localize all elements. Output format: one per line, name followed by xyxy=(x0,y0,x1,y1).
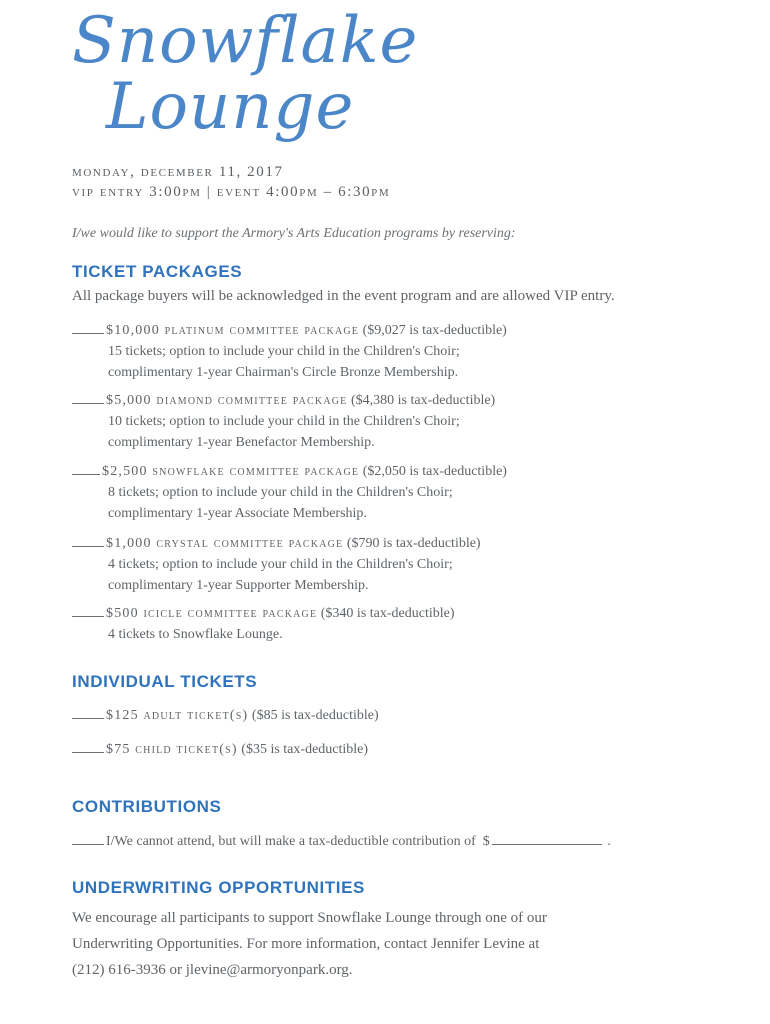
title-line-1: Snowflake xyxy=(72,4,419,78)
package-snowflake-desc-1: 8 tickets; option to include your child in the Children's Choir; xyxy=(108,485,453,500)
event-info xyxy=(72,162,390,202)
package-snowflake-desc-2: complimentary 1-year Associate Membership. xyxy=(108,506,367,521)
package-icicle-blank[interactable] xyxy=(72,615,104,617)
package-diamond-desc-2: complimentary 1-year Benefactor Membership. xyxy=(108,435,375,450)
contribution-text: I/We cannot attend, but will make a tax-deductible contribution of xyxy=(106,834,476,849)
package-crystal-tax: ($790 is tax-deductible) xyxy=(346,536,481,551)
package-icicle-tax: ($340 is tax-deductible) xyxy=(320,606,455,621)
contribution-end: . xyxy=(607,834,611,849)
package-diamond-name: $5,000 diamond committee package xyxy=(106,393,348,408)
package-diamond-tax: ($4,380 is tax-deductible) xyxy=(350,393,496,408)
event-date: monday, december 11, 2017 xyxy=(72,164,284,180)
package-crystal-blank[interactable] xyxy=(72,545,104,547)
ticket-child-blank[interactable] xyxy=(72,751,104,753)
contribution-line xyxy=(72,834,611,850)
package-snowflake-name: $2,500 snowflake committee package xyxy=(102,464,360,479)
contribution-currency: $ xyxy=(482,834,490,849)
ticket-packages-heading: TICKET PACKAGES xyxy=(72,262,243,281)
underwriting-heading: UNDERWRITING OPPORTUNITIES xyxy=(72,878,365,897)
package-platinum-tax: ($9,027 is tax-deductible) xyxy=(362,323,507,338)
ticket-packages-note: All package buyers will be acknowledged in the event program and are allowed VIP entry. xyxy=(72,288,615,304)
ticket-adult-tax: ($85 is tax-deductible) xyxy=(251,708,379,723)
package-snowflake-blank[interactable] xyxy=(72,473,100,475)
package-icicle-name: $500 icicle committee package xyxy=(106,606,318,621)
ticket-adult-name: $125 adult ticket(s) xyxy=(106,708,249,723)
package-snowflake-tax: ($2,050 is tax-deductible) xyxy=(362,464,507,479)
underwriting-line-3: (212) 616-3936 or jlevine@armoryonpark.org. xyxy=(72,962,353,978)
package-platinum-blank[interactable] xyxy=(72,332,104,334)
underwriting-line-1: We encourage all participants to support Snowflake Lounge through one of our xyxy=(72,910,547,926)
ticket-adult-blank[interactable] xyxy=(72,717,104,719)
package-diamond-desc-1: 10 tickets; option to include your child in the Children's Choir; xyxy=(108,414,460,429)
package-icicle xyxy=(72,603,455,645)
package-platinum-desc-2: complimentary 1-year Chairman's Circle Bronze Membership. xyxy=(108,365,459,380)
package-crystal-desc-2: complimentary 1-year Supporter Membership. xyxy=(108,578,369,593)
package-platinum-desc-1: 15 tickets; option to include your child in the Children's Choir; xyxy=(108,344,460,359)
package-diamond-blank[interactable] xyxy=(72,402,104,404)
package-diamond xyxy=(72,390,495,453)
package-platinum xyxy=(72,320,507,383)
event-title xyxy=(72,4,432,144)
underwriting-line-2: Underwriting Opportunities. For more information, contact Jennifer Levine at xyxy=(72,936,540,952)
package-crystal xyxy=(72,533,481,596)
title-line-2: Lounge xyxy=(106,70,355,144)
contribution-amount-blank[interactable] xyxy=(492,843,602,845)
package-crystal-desc-1: 4 tickets; option to include your child in the Children's Choir; xyxy=(108,557,453,572)
ticket-child-tax: ($35 is tax-deductible) xyxy=(241,742,369,757)
ticket-adult xyxy=(72,708,379,724)
event-times: vip entry 3:00pm | event 4:00pm – 6:30pm xyxy=(72,184,391,200)
package-crystal-name: $1,000 crystal committee package xyxy=(106,536,344,551)
underwriting-text xyxy=(72,905,712,983)
package-platinum-name: $10,000 platinum committee package xyxy=(106,323,360,338)
contribution-blank[interactable] xyxy=(72,843,104,845)
ticket-child xyxy=(72,742,368,758)
ticket-child-name: $75 child ticket(s) xyxy=(106,742,238,757)
contributions-heading: CONTRIBUTIONS xyxy=(72,797,222,816)
individual-tickets-heading: INDIVIDUAL TICKETS xyxy=(72,672,258,691)
package-snowflake xyxy=(72,461,507,524)
package-icicle-desc-1: 4 tickets to Snowflake Lounge. xyxy=(108,627,283,642)
intro-text: I/we would like to support the Armory's Arts Education programs by reserving: xyxy=(72,226,516,241)
